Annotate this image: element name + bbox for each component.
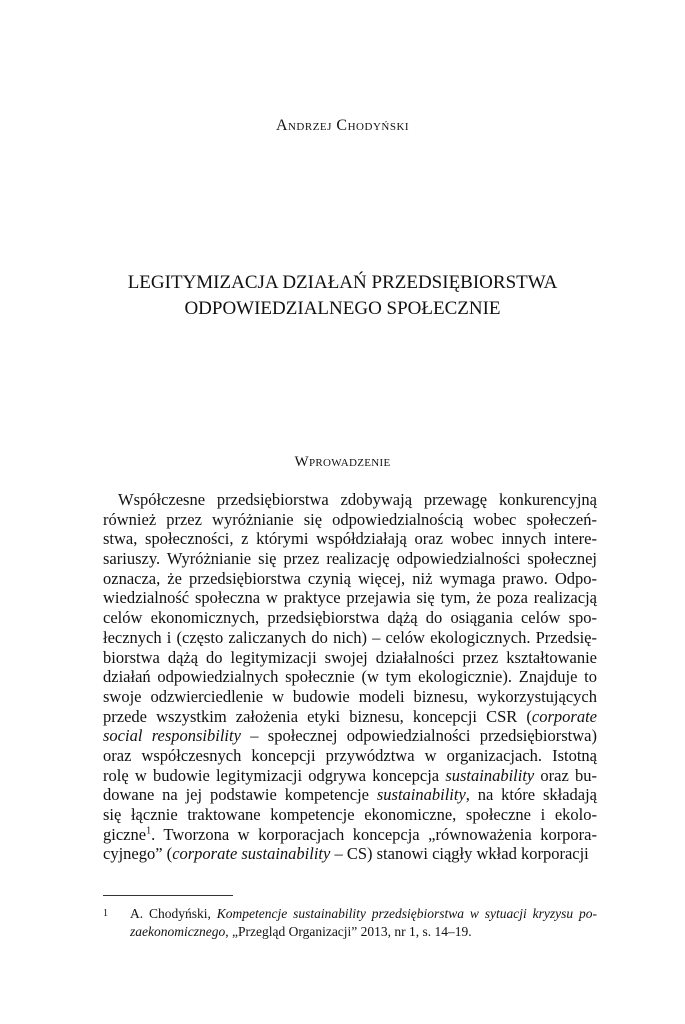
footnote-mark: 1 bbox=[103, 908, 108, 919]
italic-term: sustainability bbox=[376, 785, 466, 805]
body-line: celów ekonomicznych, przedsiębiorstwa dążą do osiągania celów spo- bbox=[103, 608, 597, 628]
body-line bbox=[103, 844, 597, 864]
body-line: sariuszy. Wyróżnianie się przez realizację odpowiedzialności społecznej bbox=[103, 549, 597, 569]
body-line: oraz współczesnych koncepcji przywództwa w organizacjach. Istotną bbox=[103, 745, 597, 765]
body-line: stwa, społeczności, z którymi współdziałają oraz wobec innych intere- bbox=[103, 529, 597, 549]
body-line: wiedzialność społeczna w praktyce przejawia się tym, że poza realizacją bbox=[103, 588, 597, 608]
italic-term: corporate bbox=[531, 706, 597, 726]
footnote-author: A. Chodyński, bbox=[130, 906, 217, 921]
footnote-text bbox=[130, 905, 597, 941]
body-text bbox=[103, 490, 597, 864]
body-text-run: , na które składają bbox=[465, 785, 598, 805]
italic-term: sustainability bbox=[445, 765, 535, 785]
body-line bbox=[103, 766, 597, 786]
italic-term: social responsibility bbox=[103, 726, 241, 746]
body-line: się łącznie traktowane kompetencje ekonomiczne, społeczne i ekolo- bbox=[103, 805, 597, 824]
body-text-run: – społecznej odpowiedzialności przedsiębiorstwa) bbox=[240, 726, 598, 746]
body-text-run: rolę w budowie legitymizacji odgrywa koncepcja bbox=[103, 765, 446, 785]
footnote-reference[interactable]: 1 bbox=[146, 825, 152, 837]
body-line bbox=[103, 785, 597, 805]
body-text-run: przede wszystkim założenia etyki biznesu, koncepcji CSR ( bbox=[103, 706, 532, 726]
author-name: Andrzej Chodyński bbox=[275, 117, 410, 134]
body-line: łecznych i (często zaliczanych do nich) – celów ekologicznych. Przedsię- bbox=[103, 627, 597, 647]
footnote bbox=[103, 905, 597, 941]
body-line: również przez wyróżnianie się odpowiedzialnością wobec społeczeń- bbox=[103, 509, 597, 529]
body-line: swoje odzwierciedlenie w budowie modeli biznesu, wykorzystujących bbox=[103, 686, 597, 706]
body-text-run: giczne bbox=[103, 824, 147, 844]
body-line: biorstwa dążą do legitymizacji swojej działalności przez kształtowanie bbox=[103, 647, 597, 667]
footnote-rule bbox=[103, 895, 233, 896]
italic-term: corporate sustainability bbox=[172, 844, 331, 864]
body-text-run: – CS) stanowi ciągły wkład korporacji bbox=[330, 844, 589, 864]
body-text-run: dowane na jej podstawie kompetencje bbox=[103, 785, 377, 805]
body-line: oznacza, że przedsiębiorstwa czynią więcej, niż wymaga prawo. Odpo- bbox=[103, 568, 597, 588]
body-line bbox=[103, 825, 597, 845]
paper-title bbox=[0, 270, 685, 322]
body-text-run: oraz bu- bbox=[534, 765, 598, 785]
footnote-line bbox=[130, 905, 597, 923]
title-line-2: ODPOWIEDZIALNEGO SPOŁECZNIE bbox=[184, 298, 501, 319]
body-text-run: . Tworzona w korporacjach koncepcja „równoważenia korpora- bbox=[151, 824, 597, 844]
section-heading: Wprowadzenie bbox=[294, 454, 391, 470]
body-text-run: cyjnego” ( bbox=[103, 844, 173, 864]
body-line: Współczesne przedsiębiorstwa zdobywają przewagę konkurencyjną bbox=[118, 490, 597, 509]
body-line bbox=[103, 726, 597, 746]
title-line-1: LEGITYMIZACJA DZIAŁAŃ PRZEDSIĘBIORSTWA bbox=[127, 272, 558, 293]
body-line bbox=[103, 707, 597, 727]
body-line: działań odpowiedzialnych społecznie (w tym ekologicznie). Znajduje to bbox=[103, 667, 597, 687]
footnote-source: , „Przegląd Organizacji” 2013, nr 1, s. 14–19. bbox=[225, 924, 472, 939]
footnote-work-title-cont: zaekonomicznego bbox=[130, 924, 226, 939]
footnote-work-title: Kompetencje sustainability przedsiębiorstwa w sytuacji kryzysu po- bbox=[216, 906, 597, 921]
footnote-line bbox=[130, 923, 597, 941]
